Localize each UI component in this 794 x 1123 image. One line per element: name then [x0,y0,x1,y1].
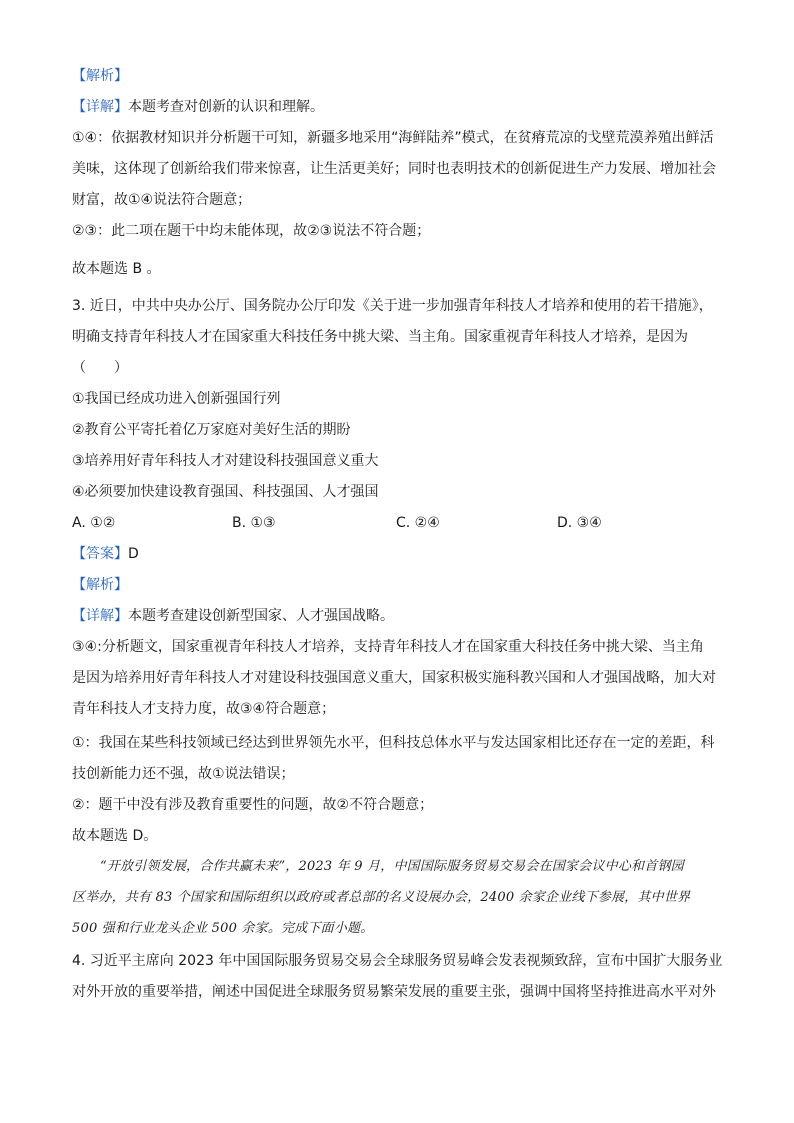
material-line: “开放引领发展，合作共赢未来”，2023 年 9 月，中国国际服务贸易交易会在国家会议中心和首钢园 [100,859,684,874]
body-line: ②：题干中没有涉及教育重要性的问题，故②不符合题意； [72,797,434,813]
material-line: 500 强和行业龙头企业 500 余家。完成下面小题。 [72,921,374,936]
analysis-tag: 【解析】 [72,577,128,593]
question-stem: 4. 习近平主席向 2023 年中国国际服务贸易交易会全球服务贸易峰会发表视频致辞，宣布中国扩大服务业 [72,953,723,969]
question-stem: 明确支持青年科技人才在国家重大科技任务中挑大梁、当主角。国家重视青年科技人才培养，是因为 [72,329,688,345]
analysis-tag: 【解析】 [72,68,128,84]
body-line: ①④：依据教材知识并分析题干可知，新疆多地采用“海鲜陆养”模式，在贫瘠荒凉的戈壁荒漠养殖出鲜活 [72,130,714,146]
body-line: 青年科技人才支持力度，故③④符合题意； [72,701,336,717]
question-stem: 对外开放的重要举措，阐述中国促进全球服务贸易繁荣发展的重要主张，强调中国将坚持推进高水平对外 [72,984,716,1000]
option-d: D. ③④ [557,515,602,531]
body-line: 故本题选 D。 [72,828,158,844]
body-line: 技创新能力还不强，故①说法错误； [72,766,295,782]
detail-line [72,97,324,117]
body-line: ①：我国在某些科技领域已经达到世界领先水平，但科技总体水平与发达国家相比还存在一定的差距，科 [72,735,715,751]
body-line: 美味，这体现了创新给我们带来惊喜，让生活更美好；同时也表明技术的创新促进生产力发展、增加社会 [72,161,716,177]
statement: ④必须要加快建设教育强国、科技强国、人才强国 [72,484,379,500]
body-line: ③④:分析题文，国家重视青年科技人才培养，支持青年科技人才在国家重大科技任务中挑大梁、当主角 [72,639,704,655]
statement: ①我国已经成功进入创新强国行列 [72,391,281,407]
detail-line [72,606,394,626]
body-line: 故本题选 B 。 [72,261,161,277]
option-c: C. ②④ [396,515,440,531]
answer-line [72,544,139,564]
question-stem: 3. 近日，中共中央办公厅、国务院办公厅印发《关于进一步加强青年科技人才培养和使用的若干措施》， [72,298,713,314]
detail-text: 本题考查对创新的认识和理解。 [128,99,324,115]
answer-value: D [128,546,139,562]
detail-tag: 【详解】 [72,608,128,624]
detail-text: 本题考查建设创新型国家、人才强国战略。 [128,608,394,624]
statement: ③培养用好青年科技人才对建设科技强国意义重大 [72,453,379,469]
statement: ②教育公平寄托着亿万家庭对美好生活的期盼 [72,422,351,438]
body-line: 财富，故①④说法符合题意； [72,192,252,208]
answer-tag: 【答案】 [72,546,128,562]
detail-tag: 【详解】 [72,99,128,115]
body-line: 是因为培养用好青年科技人才对建设科技强国意义重大，国家积极实施科教兴国和人才强国战略，加大对 [72,670,716,686]
material-line: 区举办，共有 83 个国家和国际组织以政府或者总部的名义设展办会，2400 余家企业线下参展，其中世界 [72,890,691,905]
option-b: B. ①③ [232,515,276,531]
option-a: A. ①② [72,515,116,531]
question-blank: （ ） [72,360,128,376]
body-line: ②③：此二项在题干中均未能体现，故②③说法不符合题； [72,223,431,239]
